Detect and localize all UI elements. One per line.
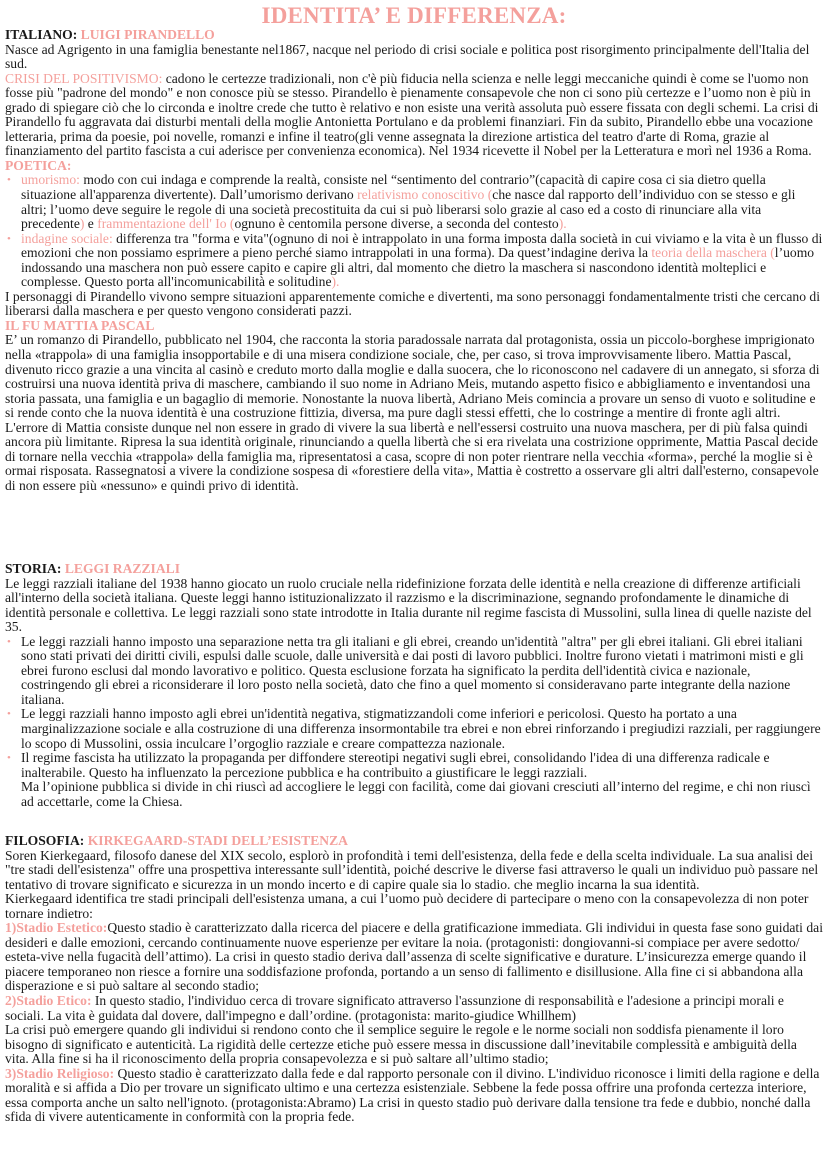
page-title: IDENTITA’ E DIFFERENZA: (261, 3, 567, 28)
paragraph (5, 72, 823, 159)
section-filosofia (5, 834, 823, 1125)
highlighted-text: ) (79, 216, 85, 232)
highlighted-text: POETICA: (5, 157, 72, 173)
subject-label: ITALIANO: (5, 27, 78, 42)
section-heading (5, 834, 823, 849)
text-segment: Questo stadio è caratterizzato dalla fede e dal rapporto personale con il divino. L'individuo riconosce i limiti della ragione e della moralità e si affida a Dio per trovare un significato ultimo e una certezza esistenziale. Sebbene la fede possa offrire una profonda certezza interiore, essa comporta anche un salto nell'ignoto. (protagonista:Abramo) La crisi in questo stadio può derivare dalla tensione tra fede e dubbio, nonché dalla sfida di vivere autenticamente in conformità con la propria fede. (5, 1065, 820, 1125)
bullet-item (5, 635, 823, 708)
paragraph (5, 333, 823, 493)
text-segment: La crisi può emergere quando gli individui si rendono conto che il semplice seguire le regole e le norme sociali non soddisfa pienamente il loro bisogno di significato e autenticità. La rigidità delle certezze etiche può essere messa in discussione dall’inevitabile complessità e ambiguità della vita. Alla fine si ha il riconoscimento della propria consapevolezza e si può saltare all’ultimo stadio; (5, 1022, 797, 1067)
bullet-icon: • (7, 174, 11, 187)
section-heading (5, 562, 823, 577)
highlighted-text: 1)Stadio Estetico: (5, 920, 108, 936)
highlighted-text: ). (558, 216, 567, 232)
text-segment: In questo stadio, l'individuo cerca di trovare significato attraverso l'assunzione di responsabilità e l'adesione a principi morali e sociali. La vita è guidata dal dovere, dall'impegno e dall’ordine. (protagonista: marito-giudice Whillhem) (5, 993, 784, 1023)
paragraph (5, 1067, 823, 1125)
text-segment: Nasce ad Agrigento in una famiglia benestante nel1867, nacque nel periodo di crisi sociale e politica post risorgimento principalmente dell'Italia del sud. (5, 41, 810, 72)
highlighted-text: indagine sociale: (21, 230, 113, 246)
paragraph (5, 780, 823, 809)
bullet-icon: • (7, 752, 11, 765)
section-italiano (5, 28, 823, 494)
paragraph (5, 1023, 823, 1067)
paragraph (5, 159, 823, 174)
text-segment: e (84, 216, 98, 232)
topic-label: LUIGI PIRANDELLO (80, 27, 215, 42)
highlighted-text: CRISI DEL POSITIVISMO: (5, 70, 163, 86)
bullet-item (5, 232, 823, 290)
highlighted-text: 2)Stadio Etico: (5, 993, 92, 1009)
text-segment: l’uomo indossando una maschera non può essere capito e capire gli altri, dal momento che dietro la maschera si nascondono identità molteplici e complesse. Questo porta all'incomunicabilità e solitudine (21, 245, 815, 290)
topic-label: KIRKEGAARD-STADI DELL’ESISTENZA (87, 833, 348, 848)
section-body (5, 43, 823, 494)
text-segment: E’ un romanzo di Pirandello, pubblicato nel 1904, che racconta la storia paradossale narrata dal protagonista, ossia un piccolo-borghese imprigionato nella «trappola» di una famiglia insopportabile e di una misera condizione sociale, che, per caso, si trova improvvisamente libero. Mattia Pascal, divenuto ricco grazie a una vincita al casinò e creduto morto dalla moglie e dalla suocera, che lo riconoscono nel cadavere di un annegato, si sforza di costruirsi una nuova identità priva di maschere, cambiando il suo nome in Adriano Meis, mutando aspetto fisico e abbigliamento e inventandosi una storia passata, una famiglia e un bagaglio di memorie. Nonostante la nuova libertà, Adriano Meis comincia a provare un senso di vuoto e solitudine e si rende conto che la nuova identità è una costruzione fittizia, diversa, ma pure dagli stessi effetti, che lo costringe a mentire di fronte agli altri. L'errore di Mattia consiste dunque nel non essere in grado di vivere la sua libertà e nell'essersi costruito una nuova maschera, per di più falsa quindi ancora più limitante. Ripresa la sua identità originale, rinunciando a quella libertà che si era rivelata una costrizione opprimente, Mattia Pascal decide di tornare nella vecchia «trappola» della famiglia ma, ripresentatosi a casa, scopre di non poter rientrare nella vecchia «forma», perché la moglie si è ormai risposata. Rassegnatosi a vivere la condizione sospesa di «forestiere della vita», Mattia è costretto a osservare gli altri dall'esterno, consapevole di non essere più «nessuno» e quindi privo di identità. (5, 332, 820, 493)
bullet-item (5, 751, 823, 780)
text-segment: Le leggi razziali hanno imposto agli ebrei un'identità negativa, stigmatizzandoli come inferiori e pericolosi. Questo ha portato a una marginalizzazione sociale e alla costruzione di una differenza insormontabile tra ebrei e non ebrei rinforzando i pregiudizi razziali, per raggiungere lo scopo di Mussolini, ossia inculcare l’orgoglio razziale e creare compattezza nazionale. (21, 706, 821, 751)
text-segment: modo con cui indaga e comprende la realtà, consiste nel “sentimento del contrario”(capacità di capire cosa ci sia dietro quella situazione all'apparenza divertente). Dall’umorismo derivano (21, 172, 766, 203)
subject-label: STORIA: (5, 561, 62, 576)
text-segment: Ma l’opinione pubblica si divide in chi riuscì ad accogliere le leggi con facilità, come dai giovani cresciuti all’interno del regime, e chi non riuscì ad accettarle, come la Chiesa. (21, 779, 811, 809)
text-segment: Il regime fascista ha utilizzato la propaganda per diffondere stereotipi negativi sugli ebrei, consolidando l'idea di una differenza radicale e inalterabile. Questo ha influenzato la percezione pubblica e ha contribuito a giustificare le leggi razziali. (21, 750, 770, 780)
bullet-icon: • (7, 635, 11, 648)
text-segment: differenza tra "forma e vita"(ognuno di noi è intrappolato in una forma imposta dalla società in cui viviamo e la vita è un flusso di emozioni che non possiamo esprimere a pieno perché siamo intrappolati in una forma). Da quest’indagine deriva la (21, 230, 823, 261)
section-heading (5, 28, 823, 43)
paragraph (5, 319, 823, 334)
paragraph (5, 577, 823, 635)
section-body (5, 849, 823, 1125)
highlighted-text: teoria della maschera ( (651, 245, 775, 261)
highlighted-text: 3)Stadio Religioso: (5, 1065, 115, 1081)
paragraph (5, 849, 823, 893)
bullet-icon: • (7, 232, 11, 245)
highlighted-text: ). (331, 274, 340, 290)
paragraph (5, 994, 823, 1023)
topic-label: LEGGI RAZZIALI (64, 561, 181, 576)
subject-label: FILOSOFIA: (5, 833, 85, 848)
text-segment: I personaggi di Pirandello vivono sempre situazioni apparentemente comiche e divertenti, ma sono personaggi fondamentalmente tristi che cercano di liberarsi dalla maschera e per questo vengono considerati pazzi. (5, 288, 820, 319)
highlighted-text: umorismo: (21, 172, 80, 188)
section-body (5, 577, 823, 810)
text-segment: cadono le certezze tradizionali, non c'è più fiducia nella scienza e nelle leggi meccaniche quindi è come se l'uomo non fosse più "padrone del mondo" e non conosce più se stesso. Pirandello è pienamente consapevole che non ci sono più certezze e l’uomo non è più in grado di spiegare ciò che lo circonda e inoltre crede che tutto è relativo e non esiste una verità assoluta può essere fissata con degli schemi. La crisi di Pirandello fu aggravata dai disturbi mentali della moglie Antonietta Portulano e da problemi finanziari. Fin da subito, Pirandello ebbe una vocazione letteraria, prima da poesie, poi novelle, romanzi e infine il teatro(gli venne assegnata la direzione artistica del teatro d'arte di Roma, grazie al finanziamento del partito fascista a cui aderisce per convenienza economica). Nel 1934 ricevette il Nobel per la Letteratura e morì nel 1936 a Roma. (5, 70, 819, 159)
bullet-icon: • (7, 708, 11, 721)
bullet-item (5, 173, 823, 231)
highlighted-text: IL FU MATTIA PASCAL (5, 317, 155, 333)
highlighted-text: frammentazione dell' Io ( (97, 216, 235, 232)
text-segment: ognuno è centomila persone diverse, a seconda del contesto (234, 216, 559, 232)
section-storia (5, 562, 823, 809)
text-segment: Le leggi razziali italiane del 1938 hanno giocato un ruolo cruciale nella ridefinizione forzata delle identità e nella creazione di differenze artificiali all'interno della società italiana. Queste leggi hanno istituzionalizzato il razzismo e la discriminazione, segnando profondamente le dinamiche di identità personale e collettiva. Le leggi razziali sono state introdotte in Italia durante nil regime fascista di Mussolini, sulla linea di quelle naziste del 35. (5, 575, 812, 635)
text-segment: Kierkegaard identifica tre stadi principali dell'esistenza umana, a cui l’uomo può decidere di partecipare o meno con la consapevolezza di non poter tornare indietro: (5, 891, 809, 921)
paragraph (5, 290, 823, 319)
paragraph (5, 892, 823, 921)
paragraph (5, 43, 823, 72)
bullet-item (5, 707, 823, 751)
paragraph (5, 921, 823, 994)
text-segment: che nasce dal rapporto dell’individuo con se stesso e gli altri; l’uomo deve seguire le regole di una società precostituita da cui si può liberarsi solo grazie al caso ed a costo di rinunciare alla vita precedente (21, 187, 796, 232)
text-segment: Soren Kierkegaard, filosofo danese del XIX secolo, esplorò in profondità i temi dell'esistenza, della fede e della scelta individuale. La sua analisi dei "tre stadi dell'esistenza" offre una prospettiva interessante sull’identità, poiché descrive le diverse fasi attraverso le quali un individuo può passare nel tentativo di trovare significato e sicurezza in un mondo incerto e di capire quale sia lo stadio. che meglio incarna la sua identità. (5, 847, 819, 892)
text-segment: Le leggi razziali hanno imposto una separazione netta tra gli italiani e gli ebrei, creando un'identità "altra" per gli ebrei italiani. Gli ebrei italiani sono stati privati dei diritti civili, espulsi dalle scuole, dalle università e dai posti di lavoro pubblici. Inoltre furono vietati i matrimoni misti e gli ebrei furono esclusi dal mondo lavorativo e politico. Questa esclusione forzata ha significato la perdita dell'identità civica e nazionale, costringendo gli ebrei a riconsiderare il loro posto nella società, dato che fino a quel momento si consideravano parte integrante della nazione italiana. (21, 633, 804, 707)
text-segment: Questo stadio è caratterizzato dalla ricerca del piacere e della gratificazione immediata. Gli individui in questa fase sono guidati dai desideri e dalle emozioni, cercando continuamente nuove esperienze per evitare la noia. (protagonisti: dongiovanni-si compiace per avere sedotto/ esteta-vive nella fugacità dell’attimo). La crisi in questo stadio deriva dall’assenza di scelte significative e durature. L’insicurezza emerge quando il piacere temporaneo non riesce a fornire una soddisfazione profonda, portando a un senso di fallimento e disillusione. Alla fine ci si abbandona alla disperazione e si può saltare al secondo stadio; (5, 920, 823, 994)
highlighted-text: relativismo conoscitivo ( (357, 187, 493, 203)
